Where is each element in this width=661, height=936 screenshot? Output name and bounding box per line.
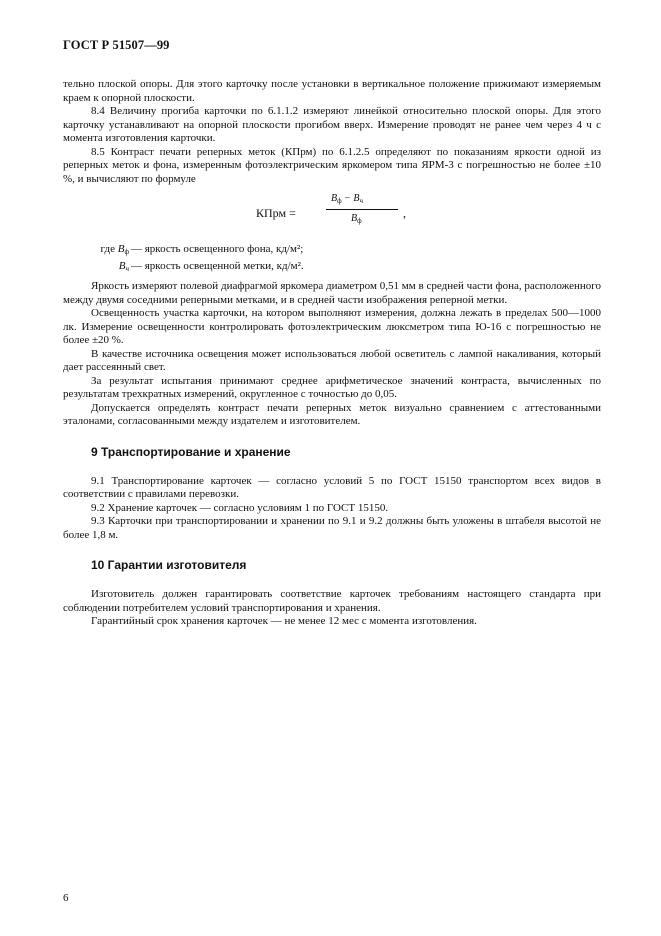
- formula-trailing-comma: ,: [403, 206, 406, 220]
- formula-fraction-bar: [326, 209, 398, 210]
- section-9-title: 9 Транспортирование и хранение: [91, 444, 291, 459]
- paragraph-9-1: 9.1 Транспортирование карточек — согласно условий 5 по ГОСТ 15150 транспортом всех видов в соответствии с правилами перевозки.: [63, 474, 601, 500]
- formula-legend: [63, 243, 601, 276]
- document-page: [63, 38, 601, 629]
- paragraph-10-warranty: Гарантийный срок хранения карточек — не менее 12 мес с момента изготовления.: [91, 615, 477, 627]
- legend-row-background: где $B_ф$ — яркость освещенного фона, кд/м²;: [100, 243, 304, 256]
- document-header: ГОСТ Р 51507—99: [63, 38, 170, 52]
- paragraph-10-guarantee: Изготовитель должен гарантировать соответствие карточек требованиям настоящего стандарта при соблюдении потребителем условий транспортирования и хранения.: [63, 588, 601, 614]
- formula-lhs: КПрм =: [256, 206, 296, 220]
- section-10-title: 10 Гарантии изготовителя: [91, 558, 247, 572]
- paragraph-light-source: В качестве источника освещения может использоваться любой осветитель с лампой накаливания, который дает рассеянный свет.: [63, 347, 601, 373]
- paragraph-8-4: 8.4 Величину прогиба карточки по 6.1.1.2 измеряют линейкой относительно плоской опоры. Для этого карточку устанавливают на опорной плоскости прогибом вверх. Измерение проводят не ранее чем через 4 ч с момента изготовления карточки.: [63, 105, 601, 144]
- paragraph-continuation: тельно плоской опоры. Для этого карточку после установки в вертикальное положение прижимают измеряемым краем к опорной плоскости.: [63, 78, 601, 104]
- paragraph-brightness: Яркость измеряют полевой диафрагмой яркомера диаметром 0,51 мм в средней части фона, расположенного между двумя соседними реперными метками, и в средней части изображения реперной метки.: [63, 280, 601, 306]
- formula-denominator: $B_ф$: [351, 213, 362, 225]
- paragraph-8-5: 8.5 Контраст печати реперных меток (КПрм) по 6.1.2.5 определяют по показаниям яркости одной из реперных меток и фона, измеренным фотоэлектрическим яркомером типа ЯРМ-3 с погрешностью не более ±10 %, и вычисляют по формуле: [63, 145, 601, 185]
- paragraph-9-2: 9.2 Хранение карточек — согласно условиям 1 по ГОСТ 15150.: [91, 501, 389, 514]
- paragraph-illumination: Освещенность участка карточки, на котором выполняют измерения, должна лежать в пределах 500—1000 лк. Измерение освещенности контролировать фотоэлектрическим люксметром типа Ю-16 с погрешностью не более ±20 %.: [63, 307, 601, 346]
- paragraph-9-3: 9.3 Карточки при транспортировании и хранении по 9.1 и 9.2 должны быть уложены в штабеля высотой не более 1,8 м.: [63, 515, 601, 541]
- paragraph-result: За результат испытания принимают среднее арифметическое значений контраста, вычисленных по результатам трехкратных измерений, округленное с точностью до 0,05.: [63, 374, 601, 400]
- formula-numerator: $B_ф - B_ч$: [331, 193, 364, 205]
- legend-row-mark: $B_ч$ — яркость освещенной метки, кд/м².: [118, 259, 304, 273]
- page-number: 6: [63, 892, 69, 904]
- paragraph-visual-comparison: Допускается определять контраст печати реперных меток визуально сравнением с аттестованными эталонами, согласованными между издателем и изготовителем.: [63, 401, 601, 427]
- formula: [63, 189, 601, 239]
